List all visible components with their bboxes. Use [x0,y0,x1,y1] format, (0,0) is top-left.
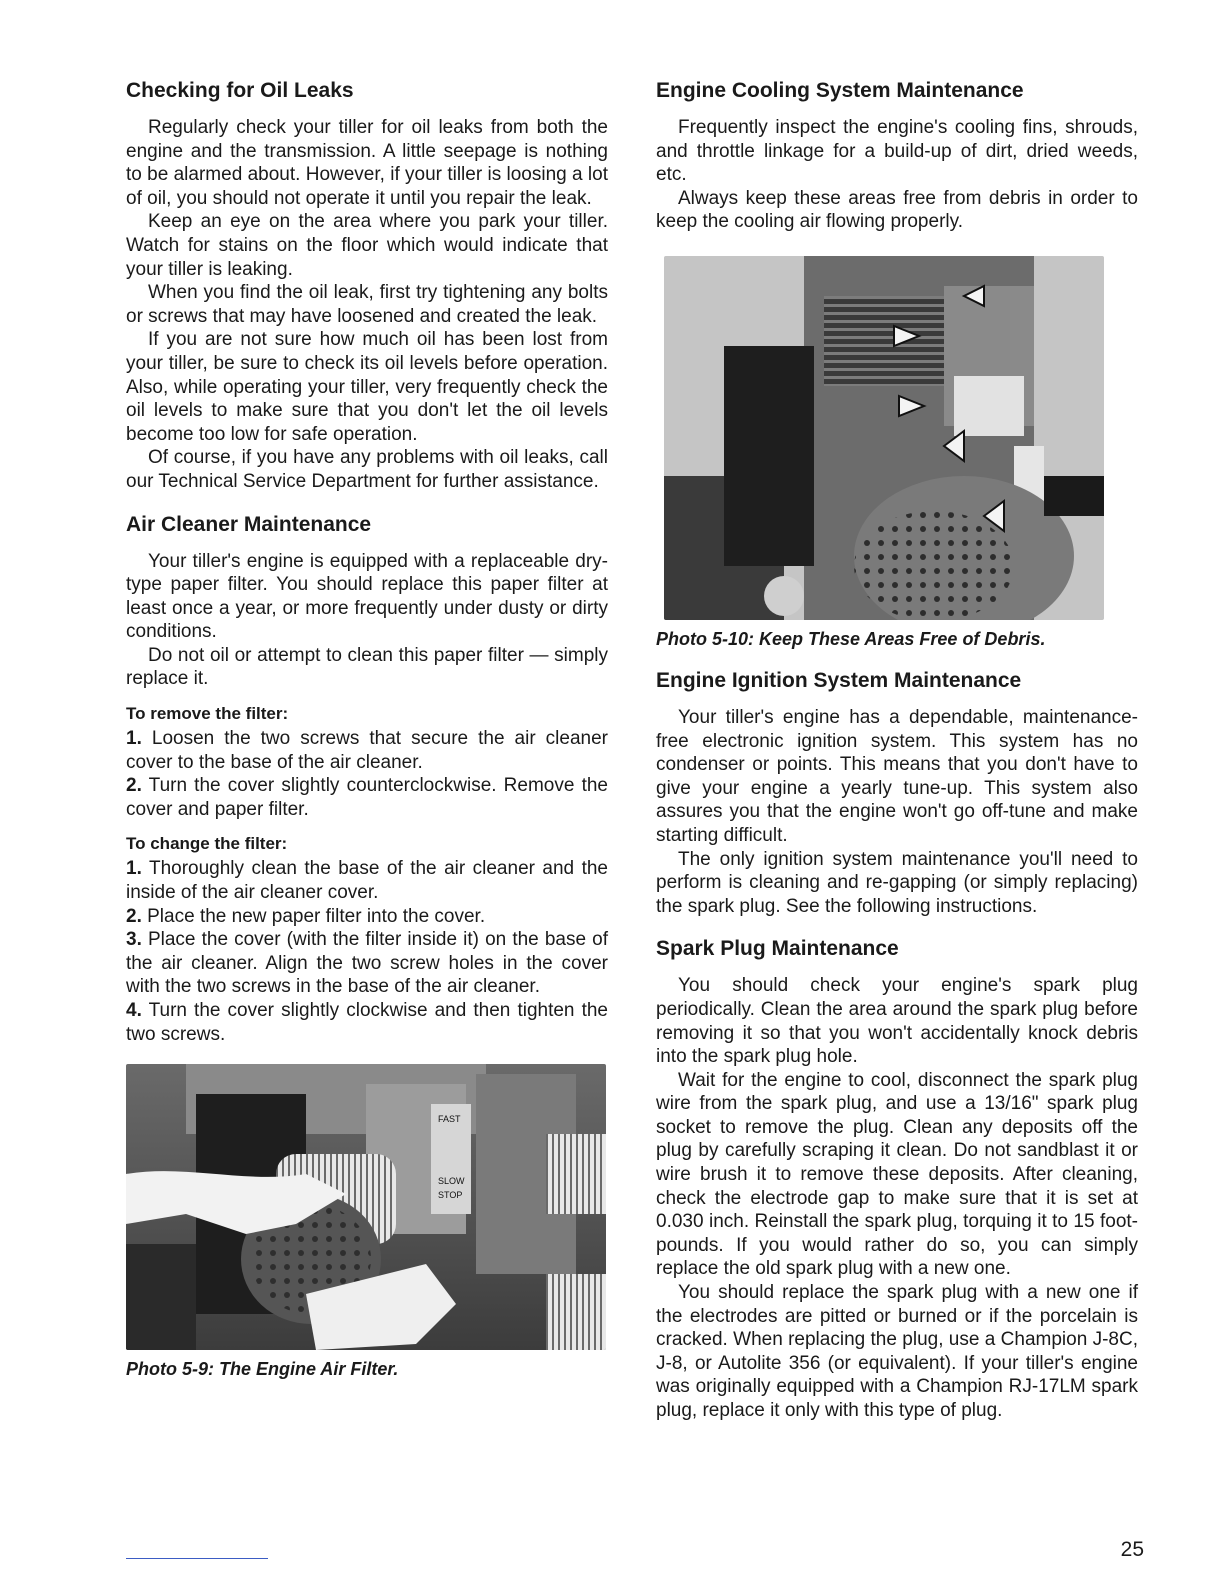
page-number: 25 [1120,1538,1144,1561]
photo-label-stop: STOP [438,1190,463,1201]
air-cleaner-paragraph-1: Your tiller's engine is equipped with a replaceable dry-type paper filter. You should replace this paper filter at least once a year, or more frequently under dusty or dirty conditions. [126,550,608,643]
change-step: 2. Place the new paper filter into the cover. [126,905,486,927]
air-filter-photo-caption: Photo 5-9: The Engine Air Filter. [126,1359,399,1380]
oil-leaks-paragraph-4: If you are not sure how much oil has been lost from your tiller, be sure to check its oil levels before operation. Also, while operating your tiller, very frequently check the oil levels to make sure that you don't let the oil levels become too low for safe operation. [126,329,608,445]
photo-label-slow: SLOW [438,1176,465,1187]
air-cleaner-heading: Air Cleaner Maintenance [126,512,372,536]
cooling-photo-caption: Photo 5-10: Keep These Areas Free of Debris. [656,628,1046,649]
left-column [126,78,608,1380]
change-filter-subheading: To change the filter: [126,834,288,854]
oil-leaks-paragraph-3: When you find the oil leak, first try tightening any bolts or screws that may have loosened and created the leak. [126,282,608,327]
cooling-photo [664,256,1104,620]
spark-plug-paragraph-3: You should replace the spark plug with a new one if the electrodes are pitted or burned or if the porcelain is cracked. When replacing the plug, use a Champion J-8C, J-8, or Autolite 356 (or equivalent). If your tiller's engine was originally equipped with a Champion RJ-17LM spark plug, replace it only with this type of plug. [656,1282,1138,1421]
air-cleaner-paragraph-2: Do not oil or attempt to clean this paper filter — simply replace it. [126,644,608,690]
oil-leaks-paragraph-1: Regularly check your tiller for oil leaks from both the engine and the transmission. A little seepage is nothing to be alarmed about. However, if your tiller is loosing a lot of oil, you should not operate it until you repair the leak. [126,117,608,209]
ignition-paragraph-1: Your tiller's engine has a dependable, maintenance-free electronic ignition system. This system has no condenser or points. This means that you don't have to give your engine a yearly tune-up. This system also assures you that the engine won't go off-tune and make starting difficult. [656,706,1138,846]
remove-step: 2. Turn the cover slightly counterclockwise. Remove the cover and paper filter. [126,775,608,820]
ignition-heading: Engine Ignition System Maintenance [656,668,1022,692]
spark-plug-paragraph-2: Wait for the engine to cool, disconnect the spark plug wire from the spark plug, and use a 13/16" spark plug socket to remove the plug. Clean any deposits off the plug by carefully scraping it clean. Do not sandblast it or wire brush it to remove these deposits. After cleaning, check the electrode gap to make sure that it is set at 0.030 inch. Reinstall the spark plug, torquing it to 15 foot-pounds. If you would rather do so, you can simply replace the old spark plug with a new one. [656,1069,1138,1280]
change-step: 4. Turn the cover slightly clockwise and then tighten the two screws. [126,1000,608,1045]
ignition-paragraph-2: The only ignition system maintenance you'll need to perform is cleaning and re-gapping (or simply replacing) the spark plug. See the following instructions. [656,848,1138,917]
oil-leaks-heading: Checking for Oil Leaks [126,79,354,102]
spark-plug-heading: Spark Plug Maintenance [656,937,899,961]
remove-step: 1. Loosen the two screws that secure the air cleaner cover to the base of the air cleaner. [126,728,608,773]
change-step: 3. Place the cover (with the filter inside it) on the base of the air cleaner. Align the two screw holes in the cover with the two screws in the base of the air cleaner. [126,929,608,998]
oil-leaks-paragraph-5: Of course, if you have any problems with oil leaks, call our Technical Service Department for further assistance. [126,447,608,492]
cooling-heading: Engine Cooling System Maintenance [656,79,1024,102]
change-step: 1. Thoroughly clean the base of the air cleaner and the inside of the air cleaner cover. [126,858,608,904]
remove-filter-subheading: To remove the filter: [126,704,289,724]
air-filter-photo [126,1064,606,1350]
oil-leaks-paragraph-2: Keep an eye on the area where you park your tiller. Watch for stains on the floor which would indicate that your tiller is leaking. [126,211,608,280]
cooling-paragraph-2: Always keep these areas free from debris in order to keep the cooling air flowing properly. [656,187,1138,233]
footer-rule [126,1558,268,1559]
right-column [656,78,1138,1423]
photo-label-fast: FAST [438,1114,461,1125]
cooling-paragraph-1: Frequently inspect the engine's cooling fins, shrouds, and throttle linkage for a build-up of dirt, dried weeds, etc. [656,117,1138,186]
spark-plug-paragraph-1: You should check your engine's spark plug periodically. Clean the area around the spark plug before removing it so that you won't accidentally knock debris into the spark plug hole. [656,975,1138,1068]
